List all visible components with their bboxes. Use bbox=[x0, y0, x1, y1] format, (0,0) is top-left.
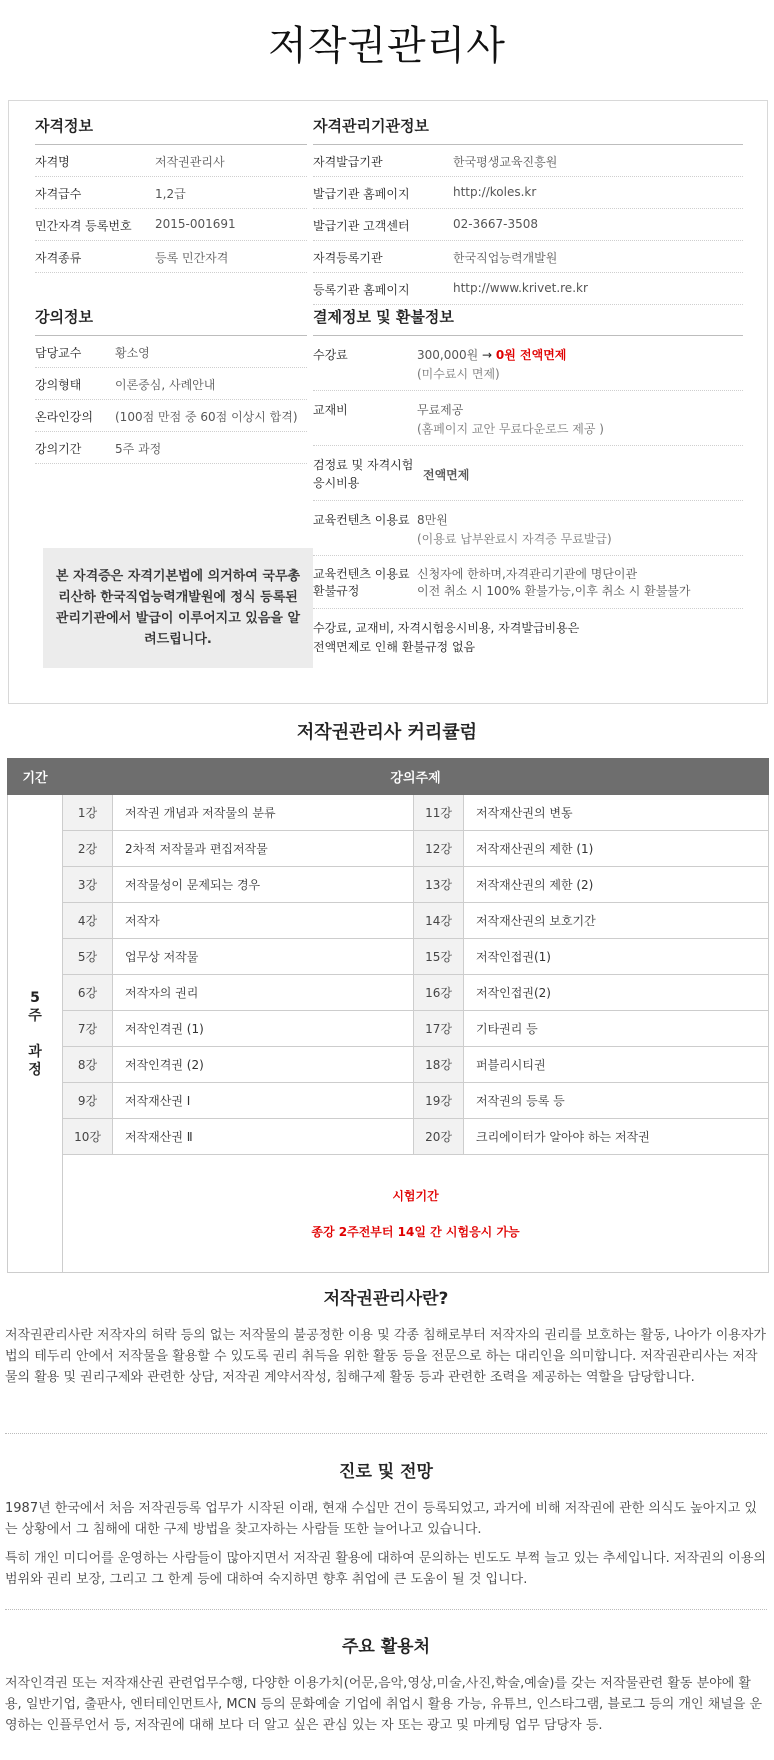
divider bbox=[5, 1433, 767, 1434]
lecture-number: 15강 bbox=[414, 939, 464, 975]
refund-value-line2: 이전 취소 시 100% 환불가능,이후 취소 시 환불불가 bbox=[417, 584, 691, 598]
textbook-value bbox=[417, 401, 604, 437]
lecture-number: 9강 bbox=[63, 1083, 113, 1119]
lecture-number: 1강 bbox=[63, 795, 113, 831]
qual-key: 자격명 bbox=[35, 155, 70, 169]
agency-key: 발급기관 고객센터 bbox=[313, 219, 410, 233]
lecture-topic: 크리에이터가 알아야 하는 저작권 bbox=[464, 1119, 769, 1155]
lecture-row bbox=[35, 336, 307, 368]
fee-sub: (미수료시 면제) bbox=[417, 367, 500, 381]
what-is-paragraph: 저작권관리사란 저작자의 허락 등의 없는 저작물의 불공정한 이용 및 각종 침해로부터 저작자의 권리를 보호하는 활동, 나아가 이용자가 법의 테두리 안에서 저작물을 활용할 수 있도록 권리 취득을 위한 활동 등을 전문으로 하는 대리인을 의미합니다. 저작권관리사는 저작물의 활용 및 권리구제와 관련한 상담, 저작권 계약서작성, 침해구제 활동 등과 관련한 조력을 제공하는 역할을 담당합니다. bbox=[5, 1328, 766, 1385]
lecture-number: 13강 bbox=[414, 867, 464, 903]
exam-period-label: 시험기간 bbox=[392, 1188, 439, 1203]
agency-key: 등록기관 홈페이지 bbox=[313, 283, 410, 297]
lecture-topic: 저작재산권의 제한 (1) bbox=[464, 831, 769, 867]
agency-value: 한국직업능력개발원 bbox=[453, 251, 558, 265]
lecture-value: 5주 과정 bbox=[115, 442, 162, 456]
table-row bbox=[8, 1083, 769, 1119]
agency-value: 한국평생교육진흥원 bbox=[453, 155, 558, 169]
period-cell bbox=[8, 795, 63, 1273]
qual-row bbox=[35, 177, 307, 209]
lecture-number: 3강 bbox=[63, 867, 113, 903]
curriculum-header-row bbox=[8, 759, 769, 795]
career-heading: 진로 및 전망 bbox=[339, 1462, 433, 1482]
fee-arrow: → bbox=[478, 348, 496, 362]
lecture-number: 16강 bbox=[414, 975, 464, 1011]
lecture-topic: 저작자 bbox=[113, 903, 414, 939]
lecture-key: 강의형태 bbox=[35, 378, 82, 392]
qual-value: 2015-001691 bbox=[155, 217, 236, 231]
content-fee-main: 8만원 bbox=[417, 513, 448, 527]
col-topic: 강의주제 bbox=[63, 759, 769, 795]
lecture-number: 10강 bbox=[63, 1119, 113, 1155]
lecture-value: 황소영 bbox=[115, 346, 150, 360]
agency-row bbox=[313, 241, 743, 273]
lecture-number: 20강 bbox=[414, 1119, 464, 1155]
agency-row bbox=[313, 209, 743, 241]
lecture-number: 2강 bbox=[63, 831, 113, 867]
fee-key: 수강료 bbox=[313, 348, 348, 362]
period-text: 주 bbox=[28, 1007, 42, 1024]
qual-value: 저작권관리사 bbox=[155, 155, 225, 169]
lecture-value: 이론중심, 사례안내 bbox=[115, 378, 216, 392]
textbook-key: 교재비 bbox=[313, 403, 348, 417]
lecture-number: 12강 bbox=[414, 831, 464, 867]
fee-free: 0원 전액면제 bbox=[495, 348, 567, 362]
refund-note bbox=[313, 609, 743, 657]
lecture-topic: 퍼블리시티권 bbox=[464, 1047, 769, 1083]
usage-paragraph: 저작인격권 또는 저작재산권 관련업무수행, 다양한 이용가치(어문,음악,영상,미술,사진,학술,예술)를 갖는 저작물관련 활동 분야에 활용, 일반기업, 출판사, 엔터테인먼트사, MCN 등의 문화예술 기업에 취업시 활용 가능, 유튜브, 인스타그램, 블로그 등의 개인 채널을 운영하는 인플루언서 등, 저작권에 대해 보다 더 알고 싶은 관심 있는 자 또는 광고 및 마케팅 업무 담당자 등. bbox=[5, 1676, 763, 1733]
qual-value: 등록 민간자격 bbox=[155, 251, 229, 265]
lecture-row bbox=[35, 400, 307, 432]
lecture-topic: 저작권 개념과 저작물의 분류 bbox=[113, 795, 414, 831]
lecture-topic: 저작재산권 Ⅰ bbox=[113, 1083, 414, 1119]
exam-fee-key bbox=[313, 456, 423, 492]
lecture-number: 17강 bbox=[414, 1011, 464, 1047]
usage-heading: 주요 활용처 bbox=[341, 1637, 431, 1657]
qual-key: 민간자격 등록번호 bbox=[35, 219, 132, 233]
career-section bbox=[5, 1457, 767, 1598]
refund-key-line2: 환불규정 bbox=[313, 584, 360, 598]
agency-row bbox=[313, 145, 743, 177]
lecture-key: 온라인강의 bbox=[35, 410, 93, 424]
table-row bbox=[8, 831, 769, 867]
period-text: 과 bbox=[28, 1043, 42, 1060]
lecture-topic: 저작인격권 (1) bbox=[113, 1011, 414, 1047]
lecture-number: 7강 bbox=[63, 1011, 113, 1047]
textbook-main: 무료제공 bbox=[417, 403, 464, 417]
period-text: 정 bbox=[28, 1061, 42, 1078]
refund-value bbox=[417, 566, 690, 600]
exam-fee-key-line1: 검정료 및 자격시험 bbox=[313, 458, 414, 472]
agency-row bbox=[313, 273, 743, 305]
lecture-topic: 저작재산권의 제한 (2) bbox=[464, 867, 769, 903]
lecture-topic: 저작물성이 문제되는 경우 bbox=[113, 867, 414, 903]
lecture-topic: 업무상 저작물 bbox=[113, 939, 414, 975]
refund-note-line1: 수강료, 교재비, 자격시험응시비용, 자격발급비용은 bbox=[313, 621, 580, 635]
content-fee-sub: (이용료 납부완료시 자격증 무료발급) bbox=[417, 532, 612, 546]
textbook-row bbox=[313, 391, 743, 446]
qual-info-section bbox=[35, 115, 307, 273]
lecture-value: (100점 만점 중 60점 이상시 합격) bbox=[115, 410, 298, 424]
exam-fee-key-line2: 응시비용 bbox=[313, 476, 360, 490]
fee-value bbox=[417, 346, 566, 382]
table-row bbox=[8, 1011, 769, 1047]
exam-period-row bbox=[8, 1155, 769, 1273]
lecture-number: 18강 bbox=[414, 1047, 464, 1083]
agency-info-section bbox=[313, 115, 743, 305]
curriculum-title: 저작권관리사 커리큘럼 bbox=[296, 722, 478, 743]
refund-key-line1: 교육컨텐츠 이용료 bbox=[313, 567, 410, 581]
agency-key: 자격발급기관 bbox=[313, 155, 383, 169]
info-box bbox=[8, 100, 768, 704]
lecture-topic: 저작재산권의 변동 bbox=[464, 795, 769, 831]
exam-period-cell bbox=[63, 1155, 769, 1273]
lecture-number: 6강 bbox=[63, 975, 113, 1011]
exam-fee-row bbox=[313, 446, 743, 501]
qual-key: 자격급수 bbox=[35, 187, 82, 201]
lecture-topic: 저작재산권 Ⅱ bbox=[113, 1119, 414, 1155]
lecture-number: 8강 bbox=[63, 1047, 113, 1083]
payment-info-section bbox=[313, 306, 743, 657]
lecture-topic: 기타권리 등 bbox=[464, 1011, 769, 1047]
agency-key: 발급기관 홈페이지 bbox=[313, 187, 410, 201]
agency-key: 자격등록기관 bbox=[313, 251, 383, 265]
lecture-topic: 저작권의 등록 등 bbox=[464, 1083, 769, 1119]
payment-info-heading: 결제정보 및 환불정보 bbox=[313, 306, 743, 336]
lecture-number: 11강 bbox=[414, 795, 464, 831]
exam-period-desc: 종강 2주전부터 14일 간 시험응시 가능 bbox=[311, 1224, 520, 1239]
career-paragraph: 1987년 한국에서 처음 저작권등록 업무가 시작된 이래, 현재 수십만 건이 등록되었고, 과거에 비해 저작권에 관한 의식도 높아지고 있는 상황에서 그 침해에 대한 구제 방법을 찾고자하는 사람들 또한 늘어나고 있습니다. bbox=[5, 1501, 758, 1537]
agency-homepage-link[interactable]: http://koles.kr bbox=[453, 185, 537, 199]
agency-value: 02-3667-3508 bbox=[453, 217, 539, 231]
refund-value-line1: 신청자에 한하며,자격관리기관에 명단이관 bbox=[417, 567, 638, 581]
table-row bbox=[8, 903, 769, 939]
refund-row bbox=[313, 556, 743, 609]
lecture-key: 담당교수 bbox=[35, 346, 82, 360]
lecture-info-section bbox=[35, 306, 307, 464]
agency-info-heading: 자격관리기관정보 bbox=[313, 115, 743, 145]
refund-note-line2: 전액면제로 인해 환불규정 없음 bbox=[313, 640, 476, 654]
fee-row bbox=[313, 336, 743, 391]
content-fee-key: 교육컨텐츠 이용료 bbox=[313, 513, 410, 527]
notice-box: 본 자격증은 자격기본법에 의거하여 국무총리산하 한국직업능력개발원에 정식 등록된 관리기관에서 발급이 이루어지고 있음을 알려드립니다. bbox=[43, 548, 313, 668]
table-row bbox=[8, 939, 769, 975]
table-row bbox=[8, 795, 769, 831]
agency-row bbox=[313, 177, 743, 209]
exam-fee-value: 전액면제 bbox=[423, 467, 470, 482]
content-fee-value bbox=[417, 511, 612, 547]
lecture-row bbox=[35, 368, 307, 400]
table-row bbox=[8, 867, 769, 903]
career-paragraph: 특히 개인 미디어를 운영하는 사람들이 많아지면서 저작권 활용에 대하여 문의하는 빈도도 부쩍 늘고 있는 추세입니다. 저작권의 이용의 범위와 권리 보장, 그리고 그 한계 등에 대하여 숙지하면 향후 취업에 큰 도움이 될 것 입니다. bbox=[5, 1551, 766, 1587]
content-fee-row bbox=[313, 501, 743, 556]
qual-key: 자격종류 bbox=[35, 251, 82, 265]
period-text: 5 bbox=[30, 989, 40, 1006]
qual-info-heading: 자격정보 bbox=[35, 115, 307, 145]
lecture-topic: 저작자의 권리 bbox=[113, 975, 414, 1011]
lecture-number: 5강 bbox=[63, 939, 113, 975]
table-row bbox=[8, 1119, 769, 1155]
usage-section bbox=[5, 1632, 767, 1744]
lecture-topic: 저작인격권 (2) bbox=[113, 1047, 414, 1083]
registry-homepage-link[interactable]: http://www.krivet.re.kr bbox=[453, 281, 588, 295]
what-is-section bbox=[5, 1284, 767, 1396]
lecture-topic: 저작인접권(2) bbox=[464, 975, 769, 1011]
lecture-row bbox=[35, 432, 307, 464]
textbook-sub: (홈페이지 교안 무료다운로드 제공 ) bbox=[417, 422, 604, 436]
curriculum-table bbox=[7, 758, 769, 1273]
lecture-key: 강의기간 bbox=[35, 442, 82, 456]
lecture-topic: 2차적 저작물과 편집저작물 bbox=[113, 831, 414, 867]
col-period: 기간 bbox=[8, 759, 63, 795]
divider bbox=[5, 1609, 767, 1610]
lecture-topic: 저작재산권의 보호기간 bbox=[464, 903, 769, 939]
table-row bbox=[8, 1047, 769, 1083]
lecture-number: 4강 bbox=[63, 903, 113, 939]
what-is-heading: 저작권관리사란? bbox=[323, 1289, 449, 1309]
page-title: 저작권관리사 bbox=[268, 23, 506, 69]
lecture-topic: 저작인접권(1) bbox=[464, 939, 769, 975]
lecture-info-heading: 강의정보 bbox=[35, 306, 307, 336]
qual-row bbox=[35, 241, 307, 273]
qual-row bbox=[35, 145, 307, 177]
fee-price: 300,000원 bbox=[417, 348, 479, 362]
lecture-number: 19강 bbox=[414, 1083, 464, 1119]
qual-value: 1,2급 bbox=[155, 187, 186, 201]
lecture-number: 14강 bbox=[414, 903, 464, 939]
table-row bbox=[8, 975, 769, 1011]
qual-row bbox=[35, 209, 307, 241]
refund-key bbox=[313, 566, 417, 600]
